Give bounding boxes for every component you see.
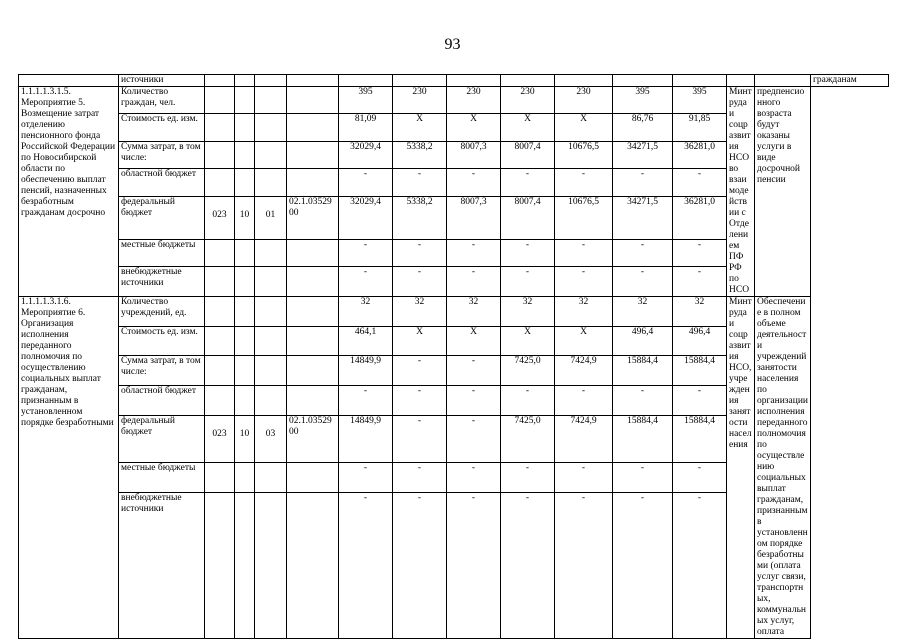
- rz-code: 10: [235, 415, 255, 462]
- rz-code: [235, 463, 255, 493]
- pr-code: [255, 114, 287, 141]
- value-cell: 32029,4: [339, 196, 393, 239]
- value-cell: 395: [339, 87, 393, 114]
- csr-code: [287, 169, 339, 196]
- table-body: [19, 75, 889, 639]
- csr-code: [287, 114, 339, 141]
- indicator-label: областной бюджет: [119, 386, 205, 416]
- pr-code: [255, 356, 287, 386]
- grbs-code: 023: [205, 415, 235, 462]
- indicator-label: Стоимость ед. изм.: [119, 326, 205, 356]
- indicator-label: областной бюджет: [119, 169, 205, 196]
- value-cell: 15884,4: [613, 356, 673, 386]
- pr-code: [255, 141, 287, 168]
- value-cell: -: [555, 239, 613, 266]
- rz-code: [235, 87, 255, 114]
- value-cell: 34271,5: [613, 196, 673, 239]
- pr-code: [255, 239, 287, 266]
- value-cell: 496,4: [673, 326, 727, 356]
- value-cell: 5338,2: [393, 141, 447, 168]
- value-cell: -: [339, 463, 393, 493]
- value-cell: -: [555, 463, 613, 493]
- table-row: [19, 297, 889, 327]
- value-cell: 32: [555, 297, 613, 327]
- grbs-code: [205, 87, 235, 114]
- value-cell: -: [613, 239, 673, 266]
- value-cell: 496,4: [613, 326, 673, 356]
- pr-code: [255, 297, 287, 327]
- indicator-label: Сумма затрат, в том числе:: [119, 141, 205, 168]
- grbs-code: [205, 169, 235, 196]
- pr-code: [255, 87, 287, 114]
- value-cell: -: [393, 386, 447, 416]
- value-cell: 10676,5: [555, 196, 613, 239]
- value-cell: 5338,2: [393, 196, 447, 239]
- pr-code: [255, 463, 287, 493]
- table-row: [19, 75, 889, 87]
- value-cell: 230: [555, 87, 613, 114]
- value-cell: -: [393, 463, 447, 493]
- value-cell: -: [339, 267, 393, 297]
- pr-code: [255, 169, 287, 196]
- grbs-code: [205, 463, 235, 493]
- value-cell: -: [501, 169, 555, 196]
- value-cell: -: [501, 386, 555, 416]
- value-cell: 395: [613, 87, 673, 114]
- value-cell: -: [447, 386, 501, 416]
- value-cell: 32: [447, 297, 501, 327]
- indicator-label: федеральный бюджет: [119, 415, 205, 462]
- value-cell: 7425,0: [501, 415, 555, 462]
- csr-code: [287, 297, 339, 327]
- value-cell: -: [393, 267, 447, 297]
- value-cell: -: [393, 492, 447, 638]
- value-cell: -: [501, 492, 555, 638]
- indicator-label: внебюджетные источники: [119, 267, 205, 297]
- value-cell: -: [339, 492, 393, 638]
- value-cell: 10676,5: [555, 141, 613, 168]
- value-cell: -: [393, 415, 447, 462]
- rz-code: [235, 114, 255, 141]
- indicator-label: Сумма затрат, в том числе:: [119, 356, 205, 386]
- indicator-label: местные бюджеты: [119, 239, 205, 266]
- executor-cell: Минтруда и соцразвития НСО во взаимодействии с Отделением ПФ РФ по НСО: [727, 87, 755, 297]
- measure-name-cell: 1.1.1.1.3.1.5. Мероприятие 5. Возмещение затрат отделению пенсионного фонда Российской Федерации по Новосибирской области по обеспечению выплат пенсий, назначенных безработным гражданам досрочно: [19, 87, 119, 297]
- value-cell: -: [673, 386, 727, 416]
- value-cell: -: [555, 169, 613, 196]
- value-cell: 8007,3: [447, 141, 501, 168]
- csr-code: [287, 87, 339, 114]
- value-cell: 15884,4: [673, 415, 727, 462]
- grbs-code: [205, 267, 235, 297]
- csr-code: [287, 141, 339, 168]
- value-cell: 32: [393, 297, 447, 327]
- value-cell: 8007,4: [501, 196, 555, 239]
- page-number: 93: [444, 36, 461, 53]
- rz-code: [235, 267, 255, 297]
- value-cell: -: [447, 463, 501, 493]
- value-cell: -: [501, 239, 555, 266]
- pr-code: [255, 267, 287, 297]
- grbs-code: [205, 356, 235, 386]
- rz-code: [235, 492, 255, 638]
- pr-code: 01: [255, 196, 287, 239]
- csr-code: [287, 386, 339, 416]
- value-cell: X: [393, 326, 447, 356]
- value-cell: 81,09: [339, 114, 393, 141]
- csr-code: [287, 463, 339, 493]
- value-cell: -: [393, 239, 447, 266]
- table-row: [19, 87, 889, 114]
- rz-code: [235, 386, 255, 416]
- csr-code: [287, 239, 339, 266]
- indicator-label: местные бюджеты: [119, 463, 205, 493]
- value-cell: -: [501, 463, 555, 493]
- budget-table: [18, 74, 889, 639]
- value-cell: 32: [613, 297, 673, 327]
- value-cell: -: [613, 267, 673, 297]
- value-cell: -: [447, 492, 501, 638]
- rz-code: [235, 169, 255, 196]
- csr-code: [287, 267, 339, 297]
- value-cell: -: [673, 267, 727, 297]
- rz-code: 10: [235, 196, 255, 239]
- result-cell: гражданам: [811, 75, 889, 87]
- csr-code: [287, 326, 339, 356]
- value-cell: -: [339, 169, 393, 196]
- value-cell: -: [501, 267, 555, 297]
- grbs-code: [205, 386, 235, 416]
- csr-code: [287, 492, 339, 638]
- value-cell: 91,85: [673, 114, 727, 141]
- grbs-code: [205, 239, 235, 266]
- indicator-label: Количество граждан, чел.: [119, 87, 205, 114]
- grbs-code: [205, 326, 235, 356]
- value-cell: 36281,0: [673, 141, 727, 168]
- value-cell: -: [339, 386, 393, 416]
- value-cell: 32: [339, 297, 393, 327]
- value-cell: -: [673, 463, 727, 493]
- grbs-code: [205, 114, 235, 141]
- rz-code: [235, 297, 255, 327]
- grbs-code: [205, 297, 235, 327]
- value-cell: 230: [447, 87, 501, 114]
- value-cell: 14849,9: [339, 356, 393, 386]
- value-cell: 8007,4: [501, 141, 555, 168]
- measure-name-cell: 1.1.1.1.3.1.6. Мероприятие 6. Организация исполнения переданного полномочия по осуществлению социальных выплат гражданам, признанным в установленном порядке безработными: [19, 297, 119, 639]
- indicator-label: Стоимость ед. изм.: [119, 114, 205, 141]
- value-cell: 86,76: [613, 114, 673, 141]
- value-cell: -: [673, 169, 727, 196]
- value-cell: 7424,9: [555, 356, 613, 386]
- csr-code: 02.1.0352900: [287, 196, 339, 239]
- value-cell: X: [447, 326, 501, 356]
- value-cell: X: [393, 114, 447, 141]
- value-cell: -: [555, 386, 613, 416]
- rz-code: [235, 141, 255, 168]
- value-cell: -: [393, 356, 447, 386]
- value-cell: -: [339, 239, 393, 266]
- indicator-label: Количество учреждений, ед.: [119, 297, 205, 327]
- value-cell: -: [613, 169, 673, 196]
- rz-code: [235, 326, 255, 356]
- value-cell: -: [555, 267, 613, 297]
- source-label: источники: [119, 75, 205, 87]
- value-cell: 15884,4: [673, 356, 727, 386]
- value-cell: -: [673, 239, 727, 266]
- pr-code: 03: [255, 415, 287, 462]
- value-cell: -: [447, 267, 501, 297]
- value-cell: 32: [501, 297, 555, 327]
- value-cell: X: [447, 114, 501, 141]
- value-cell: -: [673, 492, 727, 638]
- value-cell: 230: [393, 87, 447, 114]
- value-cell: -: [447, 415, 501, 462]
- value-cell: 8007,3: [447, 196, 501, 239]
- rz-code: [235, 239, 255, 266]
- value-cell: -: [447, 356, 501, 386]
- value-cell: 34271,5: [613, 141, 673, 168]
- value-cell: -: [613, 463, 673, 493]
- value-cell: 464,1: [339, 326, 393, 356]
- result-cell: предпенсионного возраста будут оказаны услуги в виде досрочной пенсии: [755, 87, 811, 297]
- executor-cell: Минтруда и соцразвития НСО, учреждения занятости населения: [727, 297, 755, 639]
- value-cell: X: [555, 114, 613, 141]
- value-cell: -: [613, 386, 673, 416]
- value-cell: 230: [501, 87, 555, 114]
- value-cell: 7424,9: [555, 415, 613, 462]
- value-cell: 14849,9: [339, 415, 393, 462]
- value-cell: X: [501, 114, 555, 141]
- indicator-label: федеральный бюджет: [119, 196, 205, 239]
- grbs-code: 023: [205, 196, 235, 239]
- csr-code: 02.1.0352900: [287, 415, 339, 462]
- value-cell: -: [555, 492, 613, 638]
- value-cell: -: [447, 239, 501, 266]
- result-cell: Обеспечение в полном объеме деятельности учреждений занятости населения по организации исполнения переданного полномочия по осуществлению социальных выплат гражданам, признанным в установленном порядке безработными (оплата услуг связи, транспортных, коммунальных услуг, оплата: [755, 297, 811, 639]
- grbs-code: [205, 141, 235, 168]
- value-cell: 7425,0: [501, 356, 555, 386]
- pr-code: [255, 492, 287, 638]
- csr-code: [287, 356, 339, 386]
- value-cell: -: [613, 492, 673, 638]
- value-cell: 32029,4: [339, 141, 393, 168]
- value-cell: -: [447, 169, 501, 196]
- grbs-code: [205, 492, 235, 638]
- value-cell: X: [501, 326, 555, 356]
- indicator-label: внебюджетные источники: [119, 492, 205, 638]
- value-cell: 32: [673, 297, 727, 327]
- value-cell: X: [555, 326, 613, 356]
- value-cell: 15884,4: [613, 415, 673, 462]
- value-cell: 36281,0: [673, 196, 727, 239]
- value-cell: 395: [673, 87, 727, 114]
- rz-code: [235, 356, 255, 386]
- pr-code: [255, 386, 287, 416]
- pr-code: [255, 326, 287, 356]
- value-cell: -: [393, 169, 447, 196]
